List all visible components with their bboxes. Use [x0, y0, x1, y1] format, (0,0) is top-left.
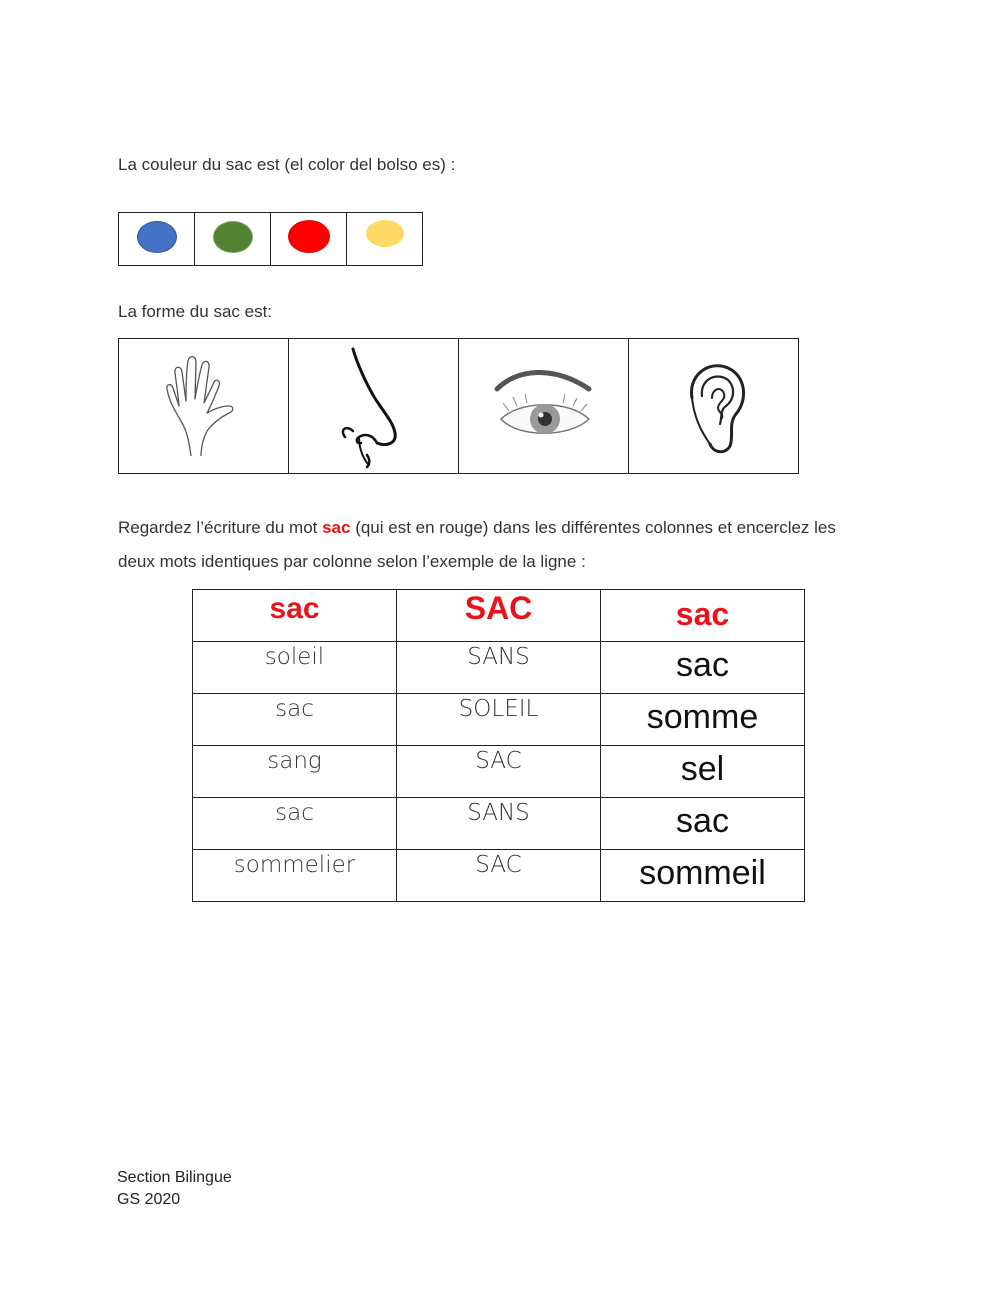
- header-cell-3: [601, 590, 805, 642]
- color-option-red[interactable]: [271, 213, 347, 266]
- word-cell[interactable]: [193, 694, 397, 746]
- word: sac: [676, 646, 729, 684]
- word: sac: [275, 800, 314, 826]
- header-cell-1: [193, 590, 397, 642]
- header-word: sac: [269, 592, 320, 625]
- table-row: [193, 642, 805, 694]
- word-table: [192, 589, 805, 902]
- shape-options-table: [118, 338, 799, 474]
- shape-question: La forme du sac est:: [118, 302, 273, 321]
- instruction-part-1: Regardez l’écriture du mot: [118, 518, 323, 537]
- color-option-green[interactable]: [195, 213, 271, 266]
- word: SOLEIL: [458, 696, 539, 722]
- word: SANS: [467, 644, 530, 670]
- word-cell[interactable]: [601, 850, 805, 902]
- word: sac: [676, 802, 729, 840]
- word-cell[interactable]: [397, 850, 601, 902]
- word: somme: [646, 698, 759, 736]
- green-dot-icon: [213, 221, 253, 253]
- word-cell[interactable]: [193, 850, 397, 902]
- table-row: [193, 798, 805, 850]
- word: sommelier: [233, 852, 356, 878]
- color-option-blue[interactable]: [119, 213, 195, 266]
- hand-icon: [159, 351, 249, 461]
- word-cell[interactable]: [397, 694, 601, 746]
- color-option-yellow[interactable]: [347, 213, 423, 266]
- word: sang: [267, 748, 322, 774]
- shape-option-eye[interactable]: [459, 339, 629, 474]
- word: sel: [680, 750, 725, 788]
- word-cell[interactable]: [397, 746, 601, 798]
- instruction-text: [118, 511, 858, 579]
- word: SAC: [475, 748, 522, 774]
- word-cell[interactable]: [193, 642, 397, 694]
- word-cell[interactable]: [601, 746, 805, 798]
- word: SANS: [467, 800, 530, 826]
- header-word: SAC: [464, 590, 533, 626]
- word-cell[interactable]: [193, 798, 397, 850]
- word-cell[interactable]: [193, 746, 397, 798]
- ear-icon: [674, 356, 754, 456]
- footer-line-2: GS 2020: [117, 1191, 181, 1208]
- word: soleil: [264, 644, 325, 670]
- footer-line-1: Section Bilingue: [117, 1169, 232, 1186]
- red-dot-icon: [288, 220, 330, 253]
- word-cell[interactable]: [601, 642, 805, 694]
- word: sommeil: [639, 854, 766, 892]
- yellow-dot-icon: [366, 220, 404, 247]
- shape-option-ear[interactable]: [629, 339, 799, 474]
- table-row: [193, 746, 805, 798]
- word: SAC: [475, 852, 522, 878]
- color-question: La couleur du sac est (el color del bolso es) :: [118, 155, 456, 174]
- shape-option-hand[interactable]: [119, 339, 289, 474]
- footer: [117, 1167, 232, 1211]
- blue-dot-icon: [137, 221, 177, 253]
- nose-icon: [329, 343, 419, 469]
- table-row: [193, 694, 805, 746]
- header-cell-2: [397, 590, 601, 642]
- word-cell[interactable]: [601, 694, 805, 746]
- instruction-highlight-word: sac: [322, 518, 351, 537]
- table-row: [193, 850, 805, 902]
- word-cell[interactable]: [601, 798, 805, 850]
- eye-icon: [489, 361, 599, 451]
- color-options-table: [118, 212, 423, 266]
- instruction-part-2: (qui est en rouge) dans les différentes colonnes et encerclez les deux mots identiques par colonne selon l’exemple de la ligne :: [118, 518, 836, 571]
- word-cell[interactable]: [397, 798, 601, 850]
- header-word: sac: [675, 596, 730, 632]
- word: sac: [275, 696, 314, 722]
- shape-option-nose[interactable]: [289, 339, 459, 474]
- table-header-row: [193, 590, 805, 642]
- word-cell[interactable]: [397, 642, 601, 694]
